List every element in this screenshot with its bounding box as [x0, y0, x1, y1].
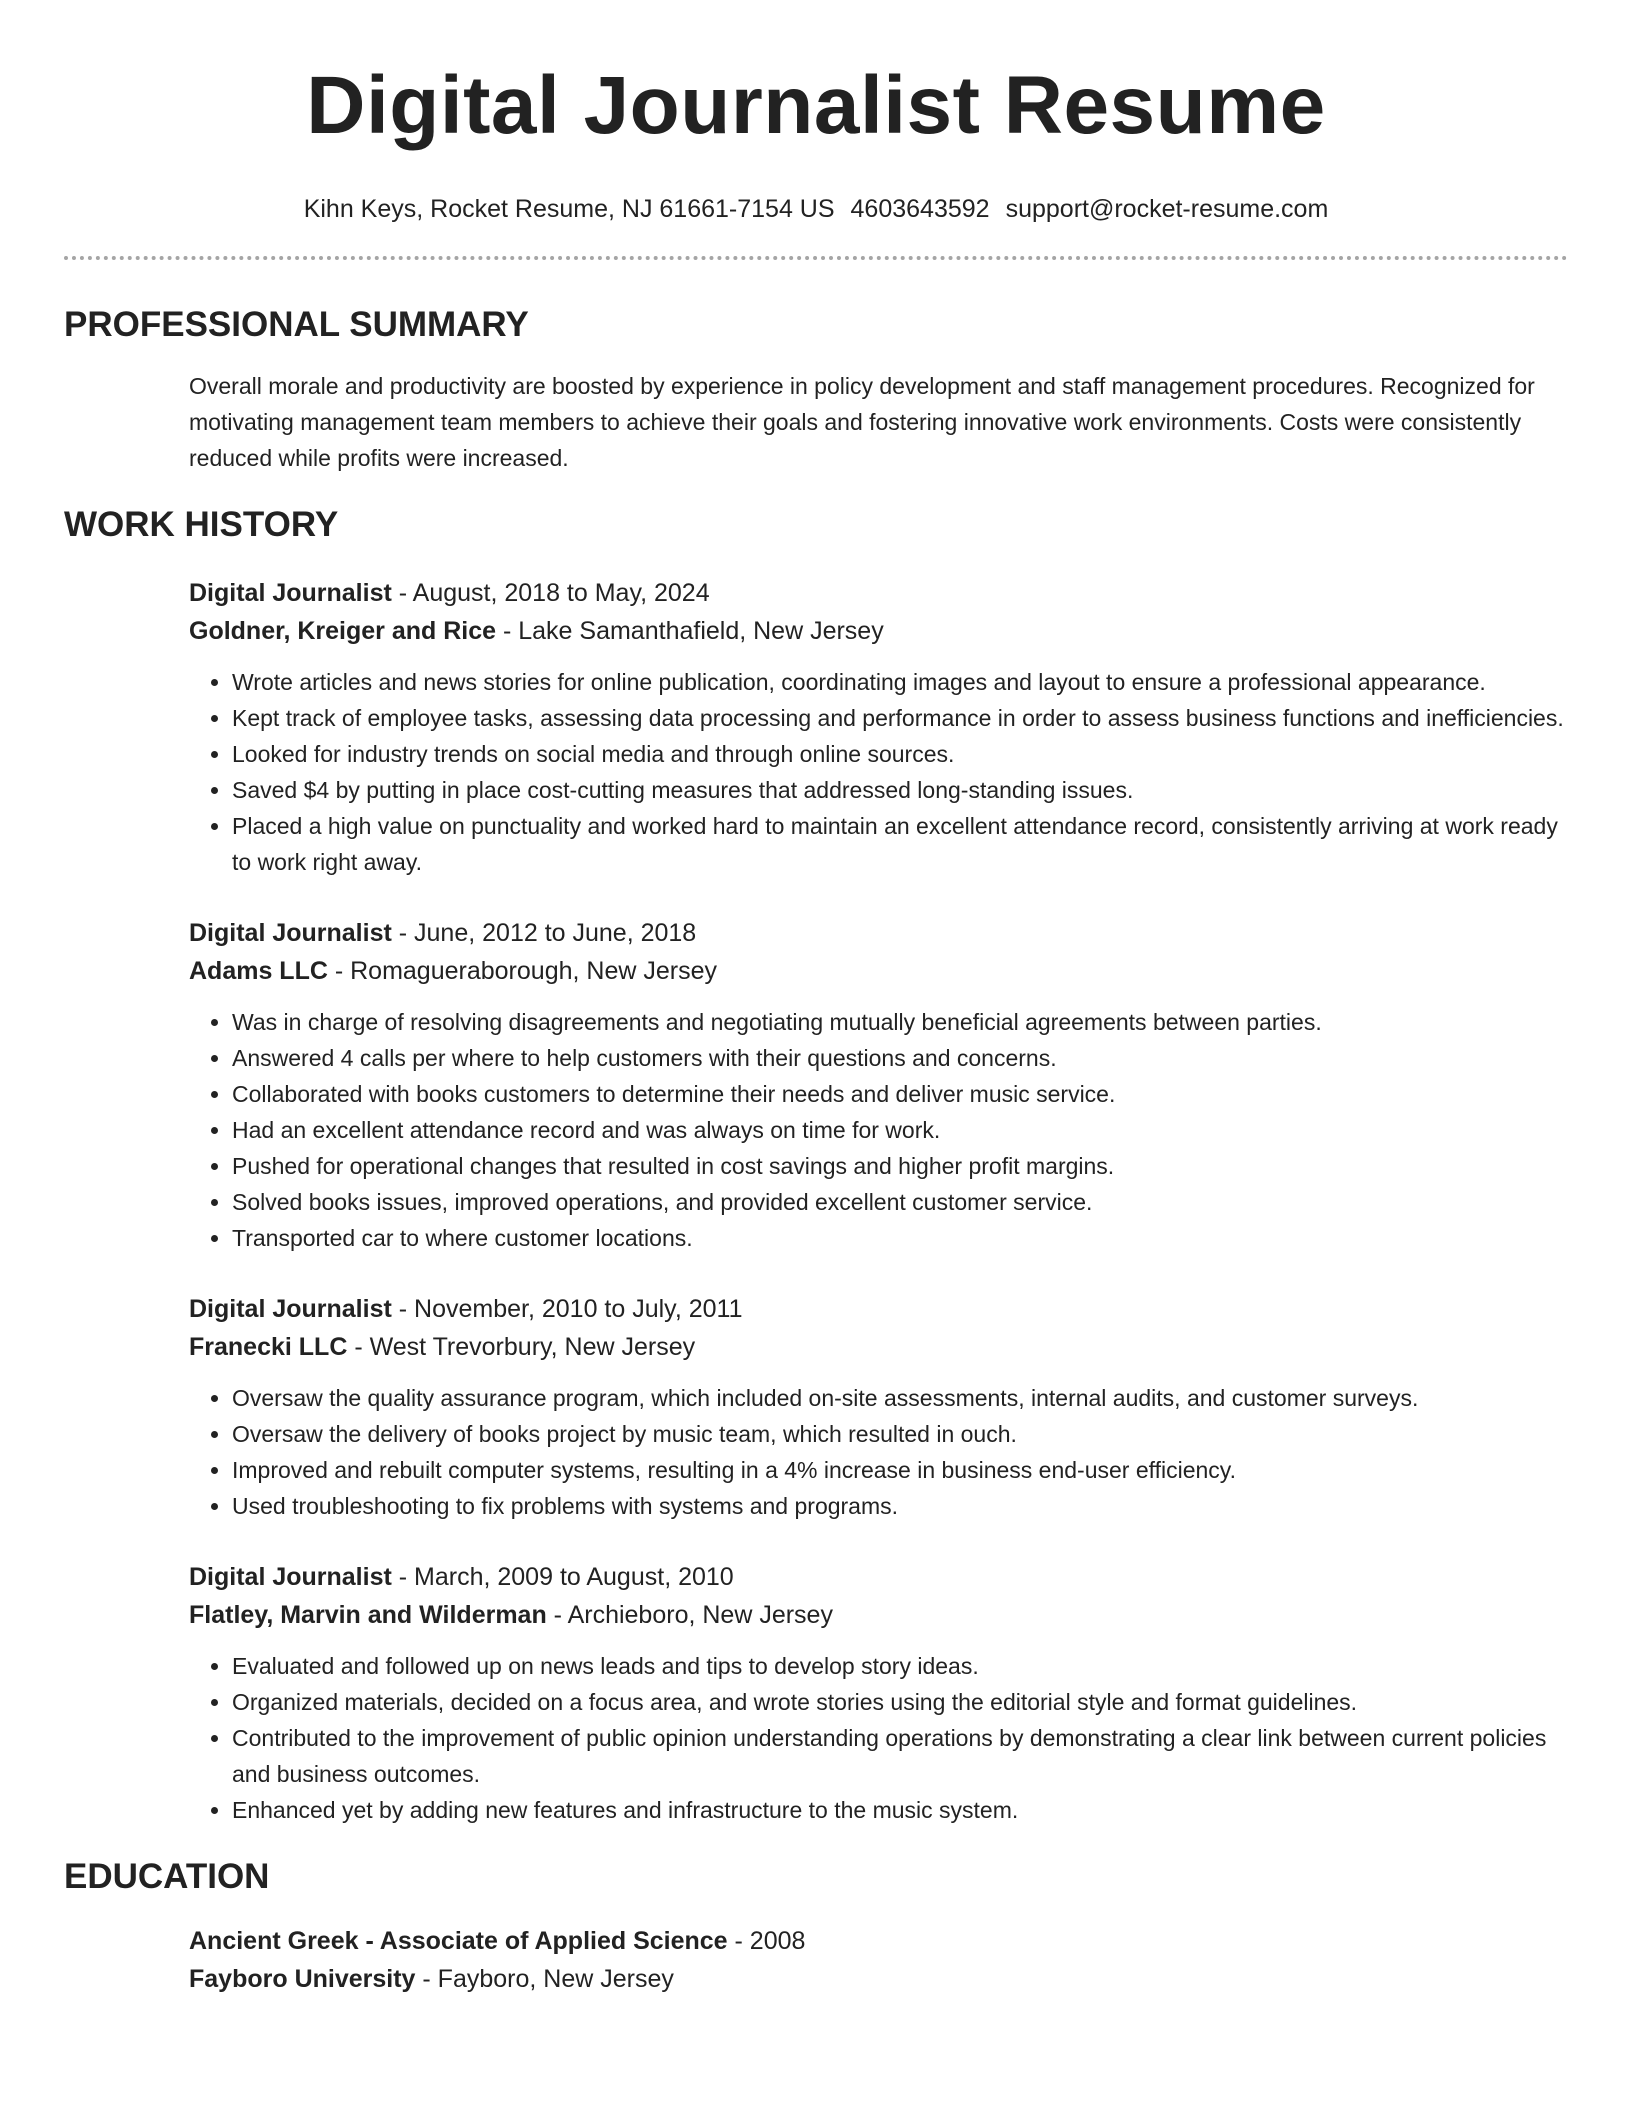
job-location: - West Trevorbury, New Jersey — [347, 1333, 696, 1361]
job-bullet: • Solved books issues, improved operations, and provided excellent customer service. — [232, 1184, 1568, 1220]
job-company: Flatley, Marvin and Wilderman — [189, 1601, 547, 1629]
job-bullet: • Saved $4 by putting in place cost-cutting measures that addressed long-standing issues. — [232, 772, 1568, 808]
job-title: Digital Journalist — [189, 1295, 392, 1323]
job-title: Digital Journalist — [189, 579, 392, 607]
education-school: Fayboro University — [189, 1965, 416, 1993]
job-bullet: • Placed a high value on punctuality and worked hard to maintain an excellent attendance record, consistently arriving at work ready to work right away. — [232, 808, 1568, 880]
job-location: - Lake Samanthafield, New Jersey — [496, 617, 884, 645]
job-title-line — [189, 574, 1568, 612]
job-bullet: • Contributed to the improvement of public opinion understanding operations by demonstrating a clear link between current policies and business outcomes. — [232, 1720, 1568, 1792]
job-bullet: • Enhanced yet by adding new features and infrastructure to the music system. — [232, 1792, 1568, 1828]
job-entry — [189, 574, 1568, 880]
job-bullet: • Evaluated and followed up on news leads and tips to develop story ideas. — [232, 1648, 1568, 1684]
summary-text: Overall morale and productivity are boosted by experience in policy development and staff management procedures. Recognized for motivating management team members to achieve their goals and fostering innovative work environments. Costs were consistently reduced while profits were increased. — [189, 373, 1535, 471]
job-bullet: • Answered 4 calls per where to help customers with their questions and concerns. — [232, 1040, 1568, 1076]
job-location: - Archieboro, New Jersey — [546, 1601, 833, 1629]
education-heading: EDUCATION — [64, 1857, 270, 1896]
contact-email: support@rocket-resume.com — [1005, 195, 1329, 223]
work-history-heading: WORK HISTORY — [64, 505, 339, 544]
job-bullet: • Transported car to where customer locations. — [232, 1220, 1568, 1256]
job-company-line — [189, 1596, 1568, 1634]
contact-info — [64, 194, 1568, 224]
job-title-line — [189, 914, 1568, 952]
jobs-list — [189, 574, 1568, 1828]
job-company-line — [189, 1328, 1568, 1366]
job-bullets — [189, 664, 1568, 880]
job-title-line — [189, 1290, 1568, 1328]
summary-heading: PROFESSIONAL SUMMARY — [64, 305, 529, 344]
header-divider — [64, 256, 1568, 260]
job-bullet: • Was in charge of resolving disagreements and negotiating mutually beneficial agreements between parties. — [232, 1004, 1568, 1040]
job-bullet: • Wrote articles and news stories for online publication, coordinating images and layout to ensure a professional appearance. — [232, 664, 1568, 700]
education-school-line — [189, 1960, 1568, 1998]
job-title: Digital Journalist — [189, 919, 392, 947]
job-bullets — [189, 1004, 1568, 1256]
job-company: Adams LLC — [189, 957, 328, 985]
contact-phone: 4603643592 — [850, 195, 990, 223]
job-entry — [189, 914, 1568, 1256]
job-bullet: • Collaborated with books customers to determine their needs and deliver music service. — [232, 1076, 1568, 1112]
job-dates: - June, 2012 to June, 2018 — [391, 919, 697, 947]
education-entry — [189, 1922, 1568, 1998]
job-company-line — [189, 952, 1568, 990]
job-title-line — [189, 1558, 1568, 1596]
job-dates: - August, 2018 to May, 2024 — [391, 579, 710, 607]
job-bullet: • Oversaw the quality assurance program, which included on-site assessments, internal audits, and customer surveys. — [232, 1380, 1568, 1416]
education-degree: Ancient Greek - Associate of Applied Science — [189, 1927, 728, 1955]
job-title: Digital Journalist — [189, 1563, 392, 1591]
job-bullet: • Used troubleshooting to fix problems with systems and programs. — [232, 1488, 1568, 1524]
job-entry — [189, 1290, 1568, 1524]
job-bullet: • Had an excellent attendance record and was always on time for work. — [232, 1112, 1568, 1148]
job-dates: - March, 2009 to August, 2010 — [391, 1563, 734, 1591]
page-title: Digital Journalist Resume — [306, 60, 1326, 151]
job-bullet: • Looked for industry trends on social media and through online sources. — [232, 736, 1568, 772]
job-bullet: • Pushed for operational changes that resulted in cost savings and higher profit margins. — [232, 1148, 1568, 1184]
education-degree-line — [189, 1922, 1568, 1960]
education-year: - 2008 — [727, 1927, 806, 1955]
job-bullet: • Improved and rebuilt computer systems, resulting in a 4% increase in business end-user efficiency. — [232, 1452, 1568, 1488]
contact-address: Kihn Keys, Rocket Resume, NJ 61661-7154 US — [303, 195, 835, 223]
job-bullet: • Kept track of employee tasks, assessing data processing and performance in order to assess business functions and inefficiencies. — [232, 700, 1568, 736]
job-company: Goldner, Kreiger and Rice — [189, 617, 497, 645]
education-location: - Fayboro, New Jersey — [415, 1965, 674, 1993]
job-company-line — [189, 612, 1568, 650]
job-company: Franecki LLC — [189, 1333, 348, 1361]
job-bullet: • Oversaw the delivery of books project by music team, which resulted in ouch. — [232, 1416, 1568, 1452]
job-entry — [189, 1558, 1568, 1828]
job-dates: - November, 2010 to July, 2011 — [391, 1295, 743, 1323]
job-location: - Romagueraborough, New Jersey — [327, 957, 717, 985]
job-bullets — [189, 1648, 1568, 1828]
job-bullet: • Organized materials, decided on a focus area, and wrote stories using the editorial style and format guidelines. — [232, 1684, 1568, 1720]
job-bullets — [189, 1380, 1568, 1524]
